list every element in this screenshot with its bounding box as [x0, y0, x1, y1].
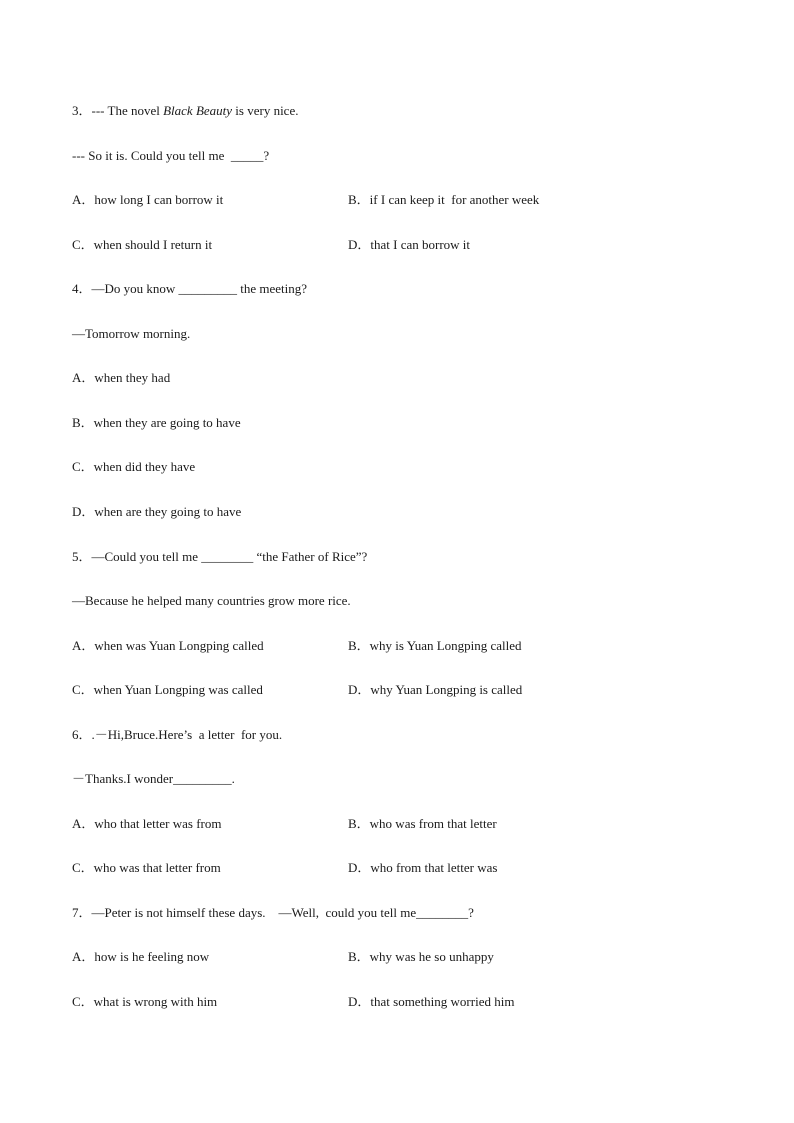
- question-4-option-d[interactable]: D．when are they going to have: [72, 504, 242, 519]
- question-6-option-d[interactable]: D．who from that letter was: [348, 860, 498, 875]
- question-3-stem-suffix: is very nice.: [232, 103, 299, 118]
- question-4-option-c[interactable]: C．when did they have: [72, 459, 196, 474]
- question-6-option-c[interactable]: C．who was that letter from: [72, 860, 221, 875]
- question-4-reply: —Tomorrow morning.: [72, 326, 191, 341]
- question-5-option-a[interactable]: A．when was Yuan Longping called: [72, 638, 264, 653]
- question-3-option-d[interactable]: D．that I can borrow it: [348, 237, 471, 252]
- question-6-option-a[interactable]: A．who that letter was from: [72, 816, 222, 831]
- question-4-stem: 4．—Do you know _________ the meeting?: [72, 281, 308, 296]
- question-3-option-a[interactable]: A．how long I can borrow it: [72, 192, 224, 207]
- question-7-option-b[interactable]: B．why was he so unhappy: [348, 949, 494, 964]
- question-3-option-c[interactable]: C．when should I return it: [72, 237, 213, 252]
- question-5-reply: —Because he helped many countries grow more rice.: [72, 593, 351, 608]
- question-5-option-c[interactable]: C．when Yuan Longping was called: [72, 682, 263, 697]
- question-5-option-d[interactable]: D．why Yuan Longping is called: [348, 682, 523, 697]
- question-3-option-b[interactable]: B．if I can keep it for another week: [348, 192, 540, 207]
- question-7-option-c[interactable]: C．what is wrong with him: [72, 994, 218, 1009]
- question-4-option-a[interactable]: A．when they had: [72, 370, 171, 385]
- question-6-stem: 6．.－Hi,Bruce.Here’s a letter for you.: [72, 727, 283, 742]
- question-7-option-d[interactable]: D．that something worried him: [348, 994, 515, 1009]
- question-3-reply: --- So it is. Could you tell me _____?: [72, 148, 270, 163]
- question-7-stem: 7．—Peter is not himself these days. —Well, could you tell me________?: [72, 905, 474, 920]
- question-3-stem-prefix: 3．--- The novel: [72, 103, 164, 118]
- question-6-option-b[interactable]: B．who was from that letter: [348, 816, 497, 831]
- question-4-option-b[interactable]: B．when they are going to have: [72, 415, 241, 430]
- question-5-option-b[interactable]: B．why is Yuan Longping called: [348, 638, 522, 653]
- question-5-stem: 5．—Could you tell me ________ “the Father of Rice”?: [72, 549, 368, 564]
- question-3-book-title: Black Beauty: [163, 103, 233, 118]
- question-7-option-a[interactable]: A．how is he feeling now: [72, 949, 210, 964]
- question-6-reply: －Thanks.I wonder_________.: [72, 771, 235, 786]
- question-3-stem: [72, 103, 298, 119]
